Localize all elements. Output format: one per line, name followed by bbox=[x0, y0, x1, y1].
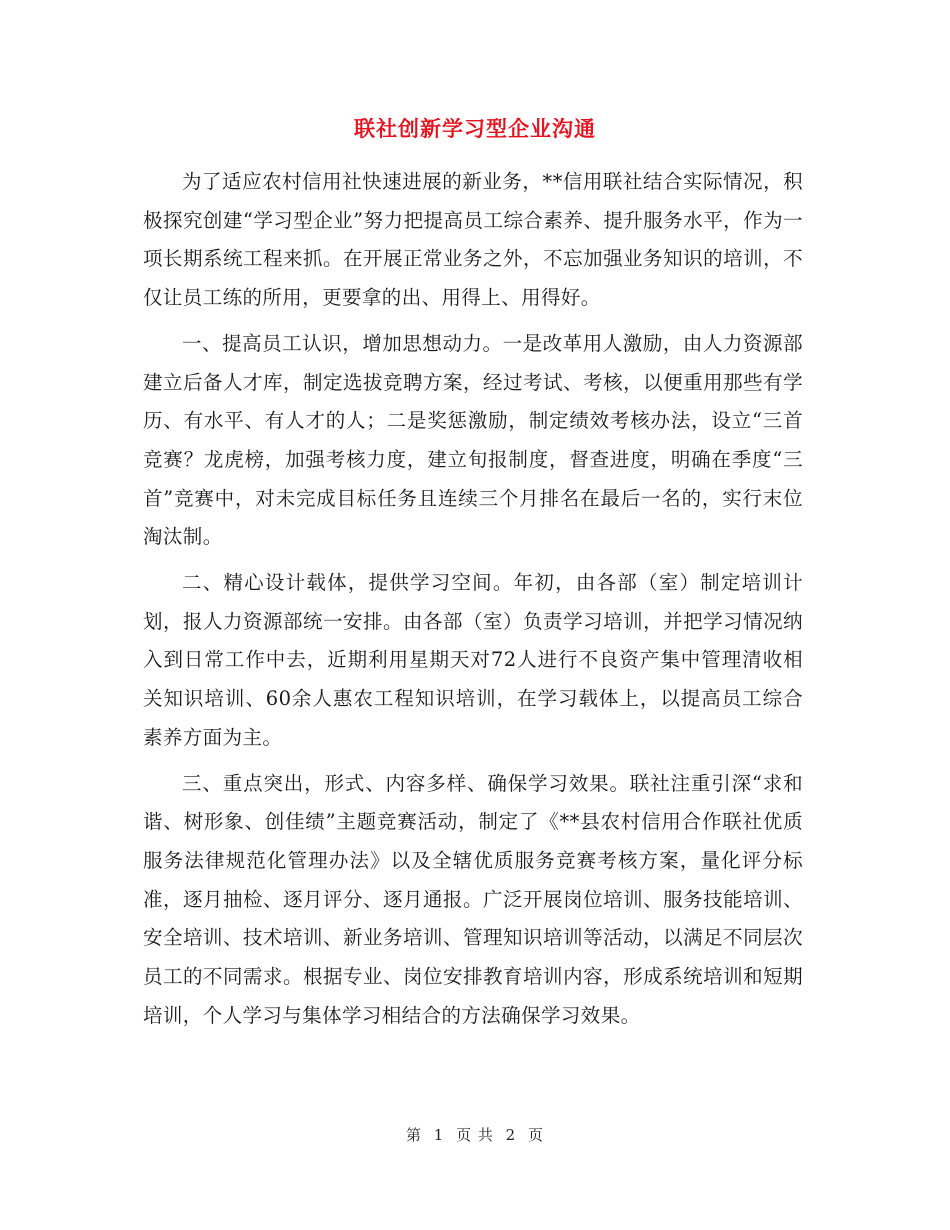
document-title: 联社创新学习型企业沟通 bbox=[354, 116, 596, 141]
footer-prefix: 第 bbox=[405, 1126, 422, 1144]
paragraph-section-1: 一、提高员工认识，增加思想动力。一是改革用人激励，由人力资源部建立后备人才库，制定选拔竞聘方案，经过考试、考核，以便重用那些有学历、有水平、有人才的人；二是奖惩激励，制定绩效考核办法，设立“三首竞赛？龙虎榜，加强考核力度，建立旬报制度，督查进度，明确在季度“三首”竞赛中，对未完成目标任务且连续三个月排名在最后一名的，实行末位淘汰制。 bbox=[143, 331, 803, 549]
footer-middle: 页 共 bbox=[456, 1126, 494, 1144]
document-body bbox=[143, 163, 803, 1042]
footer-suffix: 页 bbox=[528, 1126, 545, 1144]
page-footer bbox=[0, 1124, 950, 1145]
paragraph-section-2: 二、精心设计载体，提供学习空间。年初，由各部（室）制定培训计划，报人力资源部统一安排。由各部（室）负责学习培训，并把学习情况纳入到日常工作中去，近期利用星期天对72人进行不良资产集中管理清收相关知识培训、60余人惠农工程知识培训，在学习载体上，以提高员工综合素养方面为主。 bbox=[143, 571, 803, 749]
footer-page-number: 1 bbox=[433, 1126, 445, 1144]
paragraph-section-3: 三、重点突出，形式、内容多样、确保学习效果。联社注重引深“求和谐、树形象、创佳绩”主题竞赛活动，制定了《**县农村信用合作联社优质服务法律规范化管理办法》以及全辖优质服务竞赛考核方案，量化评分标准，逐月抽检、逐月评分、逐月通报。广泛开展岗位培训、服务技能培训、安全培训、技术培训、新业务培训、管理知识培训等活动，以满足不同层次员工的不同需求。根据专业、岗位安排教育培训内容，形成系统培训和短期培训，个人学习与集体学习相结合的方法确保学习效果。 bbox=[143, 771, 803, 1027]
footer-page-total: 2 bbox=[505, 1126, 517, 1144]
paragraph-intro: 为了适应农村信用社快速进展的新业务，**信用联社结合实际情况，积极探究创建“学习型企业”努力把提高员工综合素养、提升服务水平，作为一项长期系统工程来抓。在开展正常业务之外，不忘加强业务知识的培训，不仅让员工练的所用，更要拿的出、用得上、用得好。 bbox=[143, 170, 803, 310]
